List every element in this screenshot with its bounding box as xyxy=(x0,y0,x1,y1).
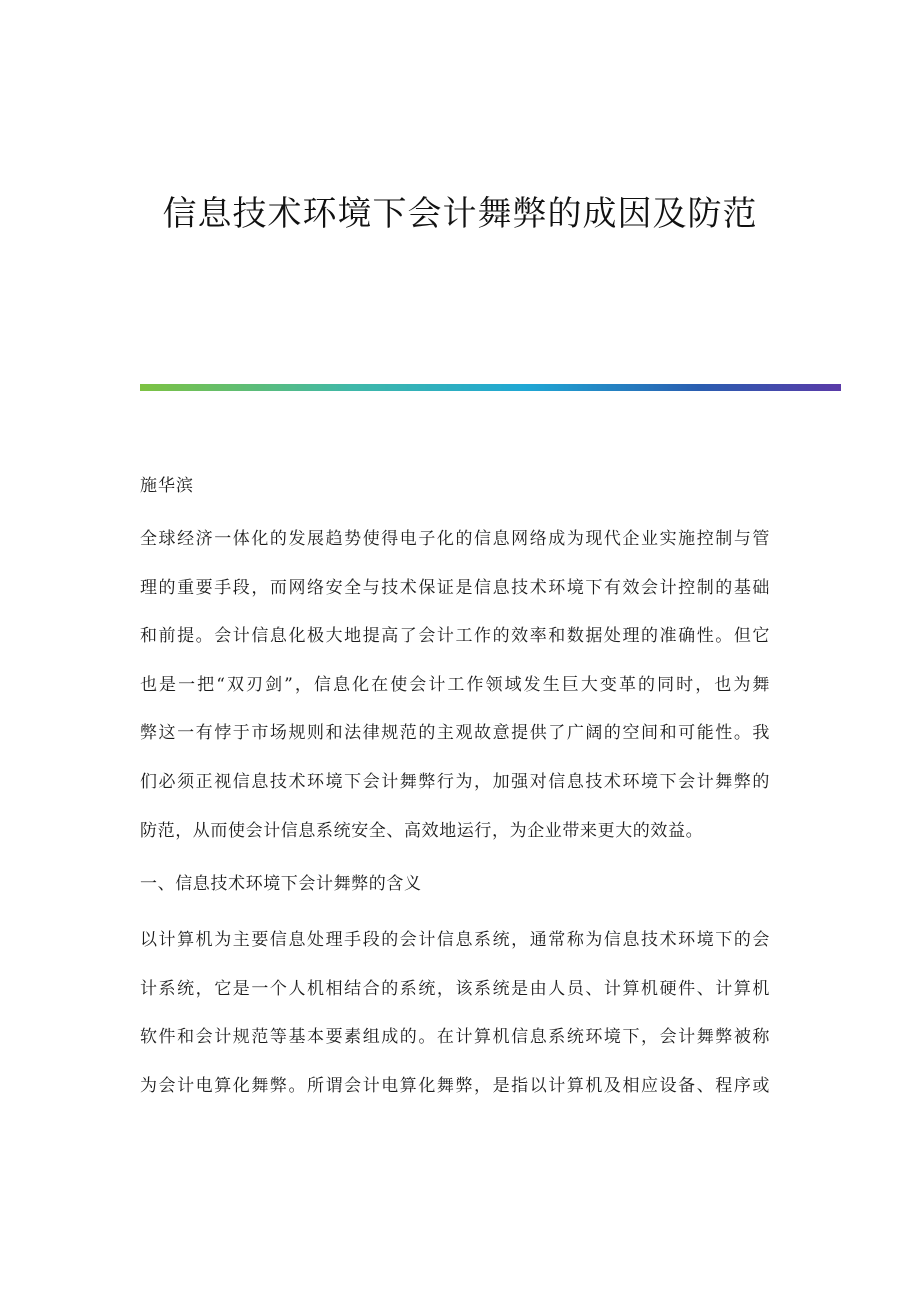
paragraph-line: 全球经济一体化的发展趋势使得电子化的信息网络成为现代企业实施控制与管 xyxy=(140,529,770,549)
author-name: 施华滨 xyxy=(140,476,194,496)
paragraph-line: 也是一把“双刃剑”，信息化在使会计工作领域发生巨大变革的同时，也为舞 xyxy=(140,674,770,695)
paragraph-line-last: 防范，从而使会计信息系统安全、高效地运行，为企业带来更大的效益。 xyxy=(140,820,704,841)
paragraph-line: 软件和会计规范等基本要素组成的。在计算机信息系统环境下，会计舞弊被称 xyxy=(140,1027,770,1048)
intro-paragraph xyxy=(140,515,770,855)
paragraph-line: 弊这一有悖于市场规则和法律规范的主观故意提供了广阔的空间和可能性。我 xyxy=(140,723,770,744)
paragraph-line: 理的重要手段，而网络安全与技术保证是信息技术环境下有效会计控制的基础 xyxy=(140,577,770,598)
title-divider-rule xyxy=(140,384,841,391)
document-title: 信息技术环境下会计舞弊的成因及防范 xyxy=(162,194,758,234)
paragraph-line: 和前提。会计信息化极大地提高了会计工作的效率和数据处理的准确性。但它 xyxy=(140,626,770,647)
paragraph-line: 为会计电算化舞弊。所谓会计电算化舞弊，是指以计算机及相应设备、程序或 xyxy=(140,1075,770,1096)
paragraph-line: 计系统，它是一个人机相结合的系统，该系统是由人员、计算机硬件、计算机 xyxy=(140,978,770,999)
paragraph-line: 们必须正视信息技术环境下会计舞弊行为，加强对信息技术环境下会计舞弊的 xyxy=(140,771,770,792)
section-heading: 一、信息技术环境下会计舞弊的含义 xyxy=(140,874,422,894)
section-paragraph xyxy=(140,916,770,1110)
paragraph-line: 以计算机为主要信息处理手段的会计信息系统，通常称为信息技术环境下的会 xyxy=(140,930,770,950)
